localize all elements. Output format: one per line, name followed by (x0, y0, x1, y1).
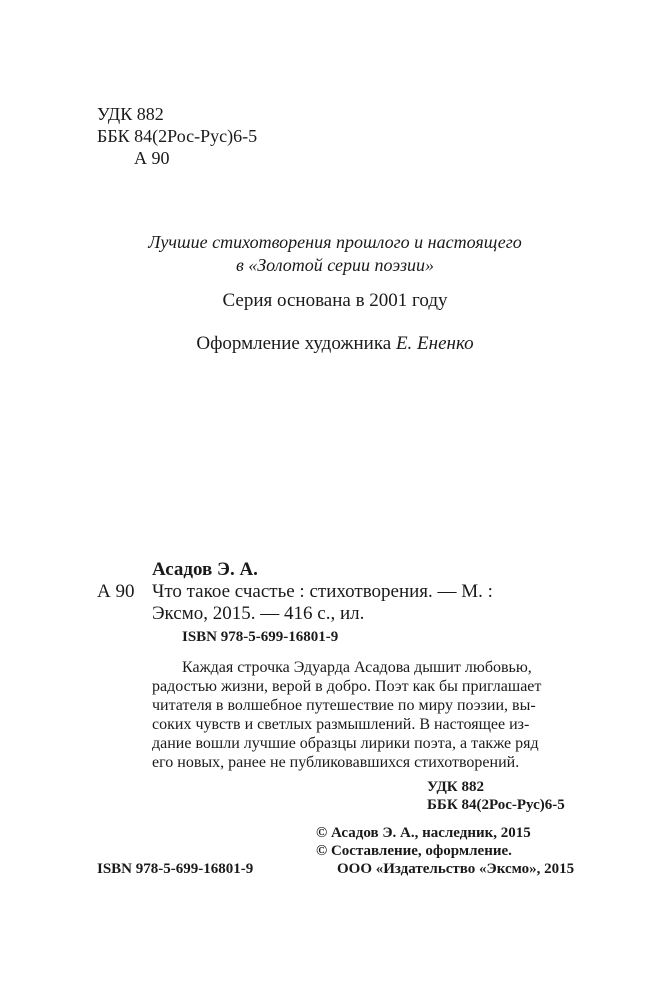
series-line-2: в «Золотой серии поэзии» (235, 255, 435, 275)
series-founded: Серия основана в 2001 году (222, 290, 448, 311)
design-artist: Е. Ененко (395, 333, 474, 354)
top-author-mark: А 90 (134, 148, 170, 168)
copyright-design: © Составление, оформление. (316, 843, 512, 859)
record-udk: УДК 882 (427, 779, 484, 795)
record-mark: А 90 (97, 581, 135, 602)
footer-isbn: ISBN 978-5-699-16801-9 (97, 861, 254, 877)
annotation-line: читателя в волшебное путешествие по миру поэзии, вы- (152, 697, 536, 714)
annotation-line: его новых, ранее не публиковавшихся стихотворений. (152, 754, 520, 771)
design-credit (0, 333, 670, 355)
record-title-line-2: Эксмо, 2015. — 416 с., ил. (152, 603, 365, 624)
copyright-author: © Асадов Э. А., наследник, 2015 (316, 825, 531, 841)
copyright-publisher: ООО «Издательство «Эксмо», 2015 (337, 861, 575, 877)
annotation-line: дание вошли лучшие образцы лирики поэта, а также ряд (152, 735, 539, 752)
series-line-1: Лучшие стихотворения прошлого и настоящего (148, 232, 522, 252)
record-title-line-1: Что такое счастье : стихотворения. — М. : (152, 581, 493, 602)
record-bbk: ББК 84(2Рос-Рус)6-5 (427, 797, 565, 813)
annotation-line: соких чувств и светлых размышлений. В настоящее из- (152, 716, 530, 733)
record-author: Асадов Э. А. (152, 559, 258, 580)
annotation-line: радостью жизни, верой в добро. Поэт как бы приглашает (152, 678, 542, 695)
record-isbn: ISBN 978-5-699-16801-9 (182, 629, 339, 645)
top-bbk: ББК 84(2Рос-Рус)6-5 (97, 126, 258, 146)
design-label: Оформление художника (196, 333, 392, 354)
top-udk: УДК 882 (97, 104, 164, 124)
annotation-line: Каждая строчка Эдуарда Асадова дышит любовью, (182, 659, 532, 676)
